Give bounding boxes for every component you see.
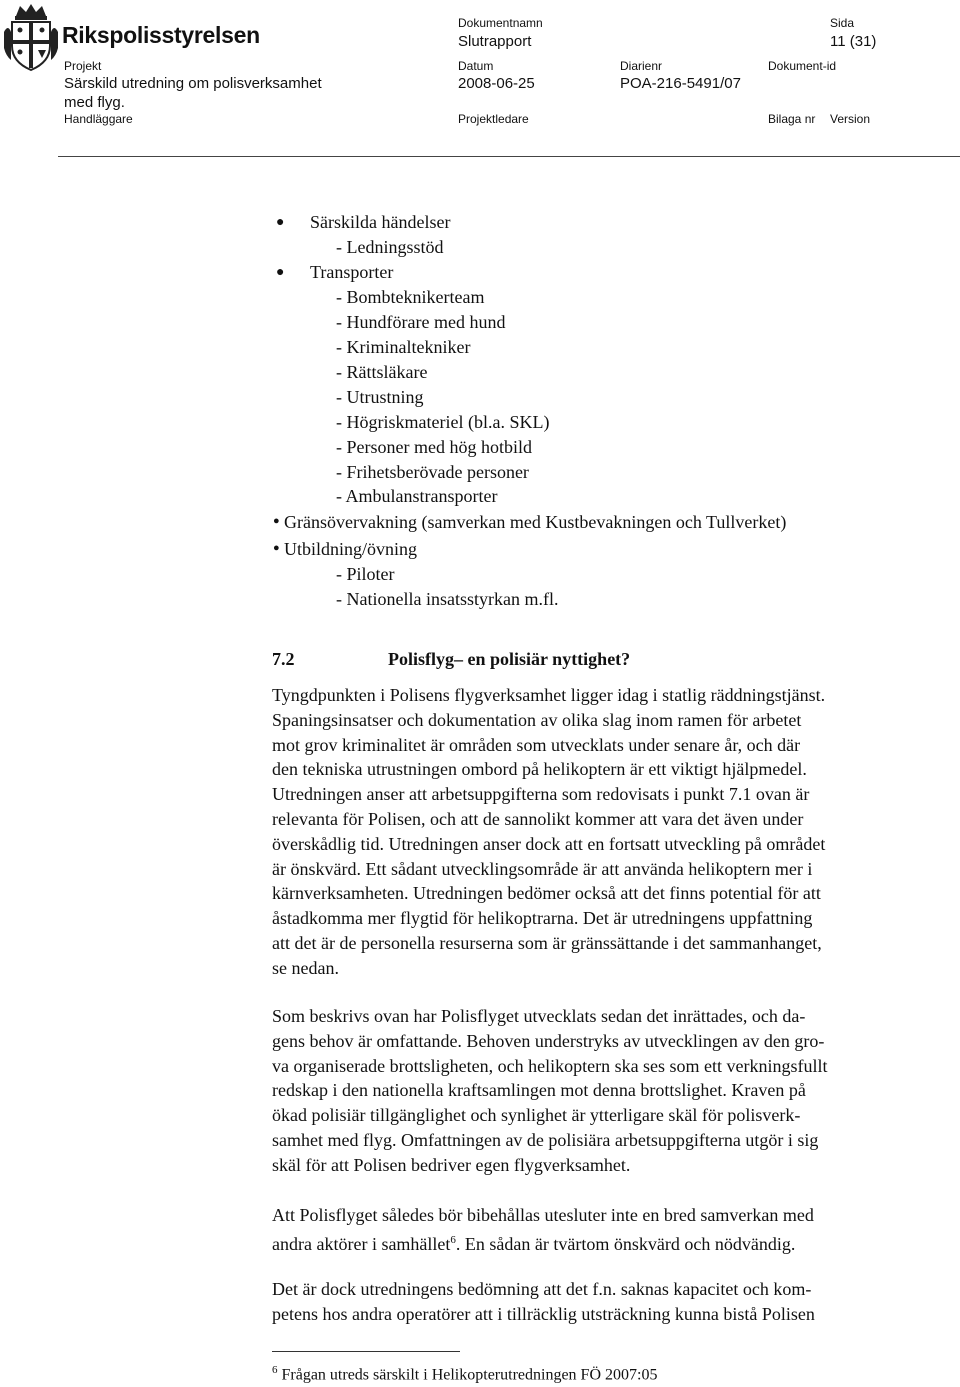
text-line: Att Polisflyget således bör bibehållas utesluter inte en bred samverkan med [272,1205,814,1225]
list-subitem: - Högriskmateriel (bl.a. SKL) [336,412,550,432]
text-line: är önskvärd. Ett sådant utvecklingsområde är att använda helikoptern mer i [272,858,813,879]
list-subitem: - Utrustning [336,387,424,407]
text-line: Spaningsinsatser och dokumentation av olika slag inom ramen för arbetet [272,709,802,730]
list-subitem: - Kriminaltekniker [336,337,471,357]
footnote-divider [272,1351,460,1352]
text-line: den tekniska utrustningen ombord på helikoptern är ett viktigt hjälpmedel. [272,759,807,780]
section-number: 7.2 [272,649,295,669]
footnote-text: Frågan utreds särskilt i Helikopterutredningen FÖ 2007:05 [281,1366,658,1384]
value-datum: 2008-06-25 [458,75,535,92]
text-segment: . En sådan är tvärtom önskvärd och nödvändig. [455,1233,796,1254]
list-subitem: - Ledningsstöd [336,237,444,257]
text-line: gens behov är omfattande. Behoven understryks av utvecklingen av den gro- [272,1030,825,1051]
text-line [272,1228,814,1257]
list-item: Utbildning/övning [284,539,418,559]
label-datum: Datum [458,59,494,73]
label-projektledare: Projektledare [458,112,529,126]
list-item: Särskilda händelser [310,212,451,232]
label-sida: Sida [830,16,855,30]
text-line: mot grov kriminalitet är områden som utvecklats under senare år, och där [272,734,801,755]
text-line: att det är de personella resurserna som är gränssättande i det sammanhanget, [272,932,822,953]
text-line: Utredningen anser att arbetsuppgifterna som redovisats i punkt 7.1 ovan är [272,784,810,805]
text-line: se nedan. [272,957,339,978]
list-subitem: - Personer med hög hotbild [336,437,532,457]
label-diarienr: Diarienr [620,59,663,73]
text-line: kärnverksamheten. Utredningen bedömer också att det finns potential för att [272,883,821,904]
bullet-icon: ● [273,515,280,527]
label-dokument-id: Dokument-id [768,59,837,73]
org-name: Rikspolisstyrelsen [62,22,260,48]
text-line: samhet med flyg. Omfattningen av de polisiära arbetsuppgifterna utgör i sig [272,1129,819,1150]
text-line: petens hos andra operatörer att i tillräcklig utsträckning kunna bistå Polisen [272,1303,815,1324]
label-projekt: Projekt [64,59,102,73]
paragraph-1 [272,683,825,981]
text-line: ökad polisiär tillgänglighet och synlighet är ytterligare skäl för polisverk- [272,1105,801,1126]
paragraph-3 [272,1203,814,1257]
label-bilaga-nr: Bilaga nr [768,112,816,126]
text-line: Det är dock utredningens bedömning att det f.n. saknas kapacitet och kom- [272,1279,812,1299]
list-subitem: - Hundförare med hund [336,312,506,332]
bullet-icon: ● [273,542,280,554]
text-line: relevanta för Polisen, och att de sannolikt kommer att vara det även under [272,808,804,829]
label-dokumentnamn: Dokumentnamn [458,16,543,30]
list-subitem: - Frihetsberövade personer [336,462,529,482]
value-sida: 11 (31) [830,33,877,50]
list-item: Gränsövervakning (samverkan med Kustbevakningen och Tullverket) [284,512,787,532]
value-diarienr: POA-216-5491/07 [620,75,741,92]
text-line: va organiserade brottsligheten, och helikoptern ska ses som ett verkningsfullt [272,1055,828,1076]
coat-of-arms-logo [2,2,60,74]
list-item: Transporter [310,262,394,282]
list-subitem: - Rättsläkare [336,362,428,382]
list-subitem: - Piloter [336,564,395,584]
footnote-reference: 6 [450,1233,456,1246]
header-divider [58,156,960,157]
paragraph-2 [272,1004,828,1178]
value-dokumentnamn: Slutrapport [458,33,532,50]
list-subitem: - Ambulanstransporter [336,486,498,506]
list-subitem: - Bombteknikerteam [336,287,485,307]
value-projekt-line1: Särskild utredning om polisverksamhet [64,75,322,92]
paragraph-4 [272,1277,815,1327]
text-line: Som beskrivs ovan har Polisflyget utvecklats sedan det inrättades, och da- [272,1006,806,1026]
bullet-icon: ● [276,265,285,280]
list-subitem: - Nationella insatsstyrkan m.fl. [336,589,559,609]
value-projekt-line2: med flyg. [64,94,125,111]
footnote-number: 6 [272,1364,278,1376]
label-handlaggare: Handläggare [64,112,133,126]
text-line: redskap i den nationella kraftsamlingen mot denna brottslighet. Kraven på [272,1080,806,1101]
footnote [272,1364,657,1384]
text-line: Tyngdpunkten i Polisens flygverksamhet ligger idag i statlig räddningstjänst. [272,685,826,705]
text-line: överskådlig tid. Utredningen anser dock att en fortsatt utveckling på området [272,833,826,854]
text-line: skäl för att Polisen bedriver egen flygverksamhet. [272,1154,631,1175]
label-version: Version [830,112,871,126]
text-segment: andra aktörer i samhället [272,1233,451,1254]
section-title: Polisflyg– en polisiär nyttighet? [388,649,631,669]
bullet-icon: ● [276,215,285,230]
text-line: åstadkomma mer flygtid för helikoptrarna. Det är utredningens uppfattning [272,908,813,929]
